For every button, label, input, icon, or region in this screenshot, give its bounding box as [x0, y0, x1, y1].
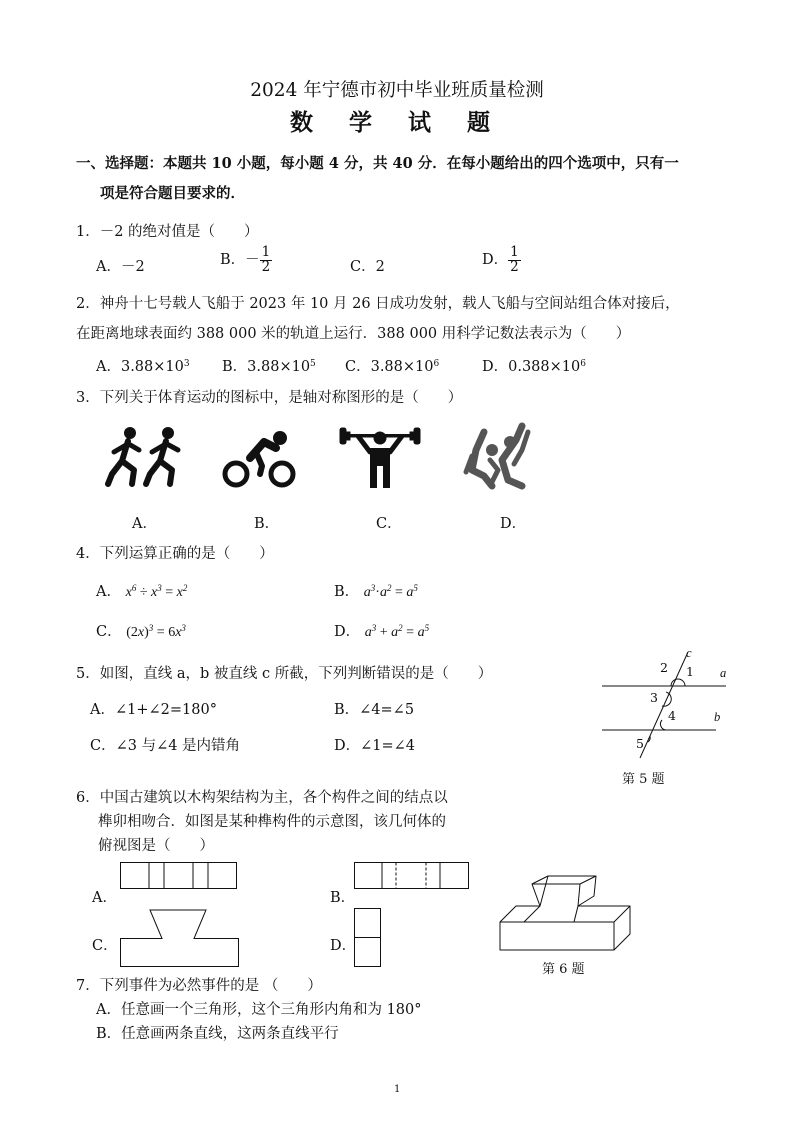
- q2-option-a: [96, 355, 190, 376]
- option-label: A．: [96, 584, 121, 600]
- q3-label-c: C．: [376, 516, 402, 532]
- q5-line-a-label: a: [720, 666, 727, 680]
- q4-option-a-expression: [126, 585, 188, 600]
- var: a: [363, 585, 371, 600]
- q4-option-c: [96, 620, 186, 641]
- q1-option-d-fraction: [508, 246, 521, 274]
- q6-option-d-figure: [354, 908, 382, 968]
- q3-stem: 3．下列关于体育运动的图标中，是轴对称图形的是（ ）: [76, 390, 463, 406]
- fraction-denominator: 2: [261, 258, 271, 275]
- q7-option-b: B．任意画两条直线，这两条直线平行: [96, 1026, 339, 1042]
- q1-option-b-fraction: [260, 246, 273, 274]
- option-base: A．3.88×10: [96, 359, 184, 375]
- q6-option-a-figure: [120, 862, 238, 890]
- paren: ): [144, 625, 149, 640]
- var: a: [364, 625, 372, 640]
- op: =: [402, 625, 418, 640]
- q2-line2: 在距离地球表面约 388 000 米的轨道上运行．388 000 用科学记数法表示为（ ）: [76, 326, 631, 342]
- var: a: [406, 585, 414, 600]
- q1-option-b-prefix: B．－: [220, 252, 260, 268]
- var: x: [151, 585, 158, 600]
- exp: 3: [370, 583, 376, 593]
- q1-option-d: [482, 246, 521, 274]
- page-number: 1: [394, 1084, 401, 1095]
- fraction-numerator: 1: [510, 244, 519, 260]
- var: x: [137, 625, 145, 640]
- exp: 2: [182, 583, 188, 593]
- fraction-numerator: 1: [261, 244, 271, 260]
- q4-option-d: [334, 620, 429, 641]
- exp: 3: [148, 623, 154, 633]
- q5-angle-4: 4: [668, 708, 676, 723]
- option-base: D．0.388×10: [482, 359, 581, 375]
- op: =: [161, 585, 177, 600]
- exp: 2: [398, 623, 403, 633]
- q1-option-d-prefix: D．: [482, 252, 509, 268]
- option-exponent: 6: [580, 359, 586, 369]
- q1-option-a: A．－2: [96, 259, 145, 275]
- option-label: B．: [334, 584, 360, 600]
- op: +: [376, 625, 392, 640]
- weightlifter-icon: [336, 422, 424, 490]
- q5-angle-2: 2: [660, 660, 668, 675]
- paren: (2: [126, 625, 138, 640]
- q3-label-b: B．: [254, 516, 280, 532]
- q5-angle-5: 5: [636, 736, 644, 751]
- var: a: [417, 625, 425, 640]
- q1-option-b: [220, 246, 272, 274]
- var: x: [176, 585, 183, 600]
- section-heading-line1: 一、选择题：本题共 10 小题，每小题 4 分，共 40 分．在每小题给出的四个选项中，只有一: [76, 155, 679, 172]
- op: ·: [375, 585, 380, 600]
- q2-line1: 2．神舟十七号载人飞船于 2023 年 10 月 26 日成功发射，载人飞船与空间站组合体对接后，: [76, 296, 680, 312]
- option-base: B．3.88×10: [222, 359, 311, 375]
- exp: 3: [181, 623, 186, 633]
- q2-option-d: [482, 355, 586, 376]
- q5-line-c-label: c: [686, 646, 692, 660]
- var: x: [175, 625, 182, 640]
- q6-option-d: D．: [330, 938, 357, 954]
- exp: 6: [131, 583, 137, 593]
- q5-option-a: A．∠1+∠2=180°: [90, 702, 217, 718]
- exp: 3: [157, 583, 162, 593]
- judo-icon: [462, 420, 538, 490]
- q2-option-b: [222, 355, 316, 376]
- q7-option-a: A．任意画一个三角形，这个三角形内角和为 180°: [96, 1002, 422, 1018]
- q4-option-b-expression: [364, 585, 418, 600]
- q5-caption: 第 5 题: [622, 772, 665, 787]
- exp: 5: [424, 623, 430, 633]
- q6-option-c: C．: [92, 938, 118, 954]
- option-label: D．: [334, 624, 361, 640]
- q5-stem: 5．如图，直线 a，b 被直线 c 所截，下列判断错误的是（ ）: [76, 666, 493, 682]
- q4-option-a: [96, 580, 187, 601]
- q2-option-c: [345, 355, 439, 376]
- var: a: [379, 585, 387, 600]
- q6-option-a: A．: [92, 890, 117, 906]
- q6-caption: 第 6 题: [542, 962, 585, 977]
- q6-option-b: B．: [330, 890, 356, 906]
- q1-stem: 1．－2 的绝对值是（ ）: [76, 224, 259, 240]
- option-label: C．: [96, 624, 122, 640]
- exam-subtitle: 数 学 试 题: [289, 109, 505, 136]
- q6-line1: 6．中国古建筑以木构架结构为主，各个构件之间的结点以: [76, 790, 448, 806]
- q5-option-c: C．∠3 与∠4 是内错角: [90, 738, 241, 754]
- op: ÷: [136, 585, 151, 600]
- q5-figure: [600, 646, 740, 762]
- q4-option-d-expression: [365, 625, 429, 640]
- q6-line3: 俯视图是（ ）: [98, 838, 214, 854]
- section-heading-line2: 项是符合题目要求的．: [100, 185, 245, 202]
- op: =: [391, 585, 407, 600]
- exp: 3: [371, 623, 377, 633]
- var: a: [391, 625, 399, 640]
- q7-stem: 7．下列事件为必然事件的是 （ ）: [76, 978, 322, 994]
- q3-label-a: A．: [132, 516, 157, 532]
- option-exponent: 6: [433, 359, 440, 369]
- q5-line-b-label: b: [714, 710, 721, 724]
- q4-stem: 4．下列运算正确的是（ ）: [76, 546, 274, 562]
- coef: 6: [168, 625, 176, 640]
- q5-angle-3: 3: [650, 690, 658, 705]
- exam-title: 2024 年宁德市初中毕业班质量检测: [250, 80, 544, 101]
- option-exponent: 3: [183, 359, 190, 369]
- var: x: [125, 585, 132, 600]
- q5-angle-1: 1: [686, 664, 694, 679]
- q4-option-b: [334, 580, 418, 601]
- exp: 2: [386, 583, 392, 593]
- q1-option-c: C．2: [350, 259, 385, 275]
- q6-option-c-figure: [120, 908, 240, 968]
- q6-option-b-figure: [354, 862, 472, 890]
- runners-icon: [104, 426, 186, 490]
- option-exponent: 5: [310, 359, 316, 369]
- q5-option-b: B．∠4=∠5: [334, 702, 415, 718]
- q6-line2: 榫卯相吻合．如图是某种榫构件的示意图，该几何体的: [98, 814, 446, 830]
- option-base: C．3.88×10: [345, 359, 434, 375]
- exp: 5: [413, 583, 418, 593]
- q5-option-d: D．∠1=∠4: [334, 738, 416, 754]
- q6-tenon-figure: [498, 876, 632, 952]
- op: =: [153, 625, 169, 640]
- q4-option-c-expression: [126, 625, 186, 640]
- q3-label-d: D．: [500, 516, 527, 532]
- fraction-denominator: 2: [510, 258, 519, 275]
- cyclist-icon: [222, 428, 298, 490]
